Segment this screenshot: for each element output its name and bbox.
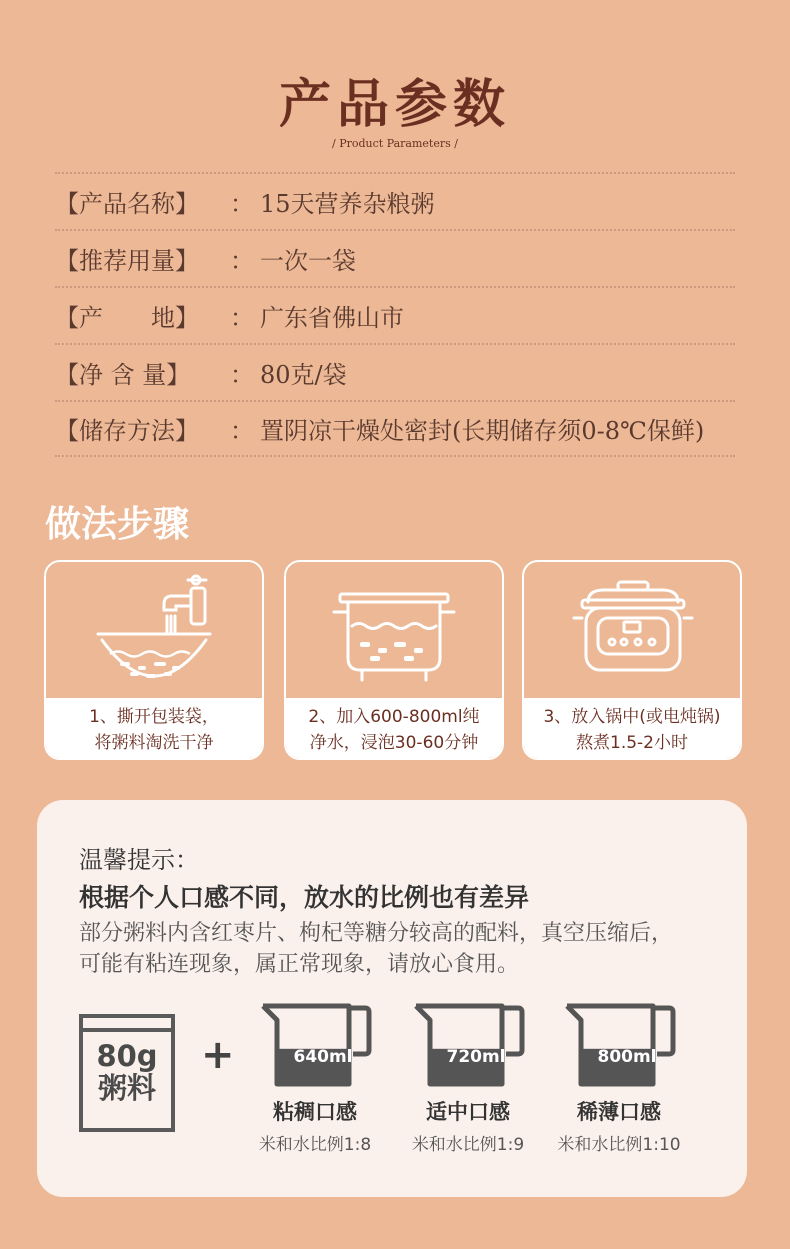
tip-card: [37, 800, 747, 1197]
param-value: 一次一袋: [260, 247, 356, 275]
param-label: 【储存方法】: [55, 417, 199, 445]
param-label: 【推荐用量】: [55, 247, 199, 275]
param-value: 15天营养杂粮粥: [260, 190, 435, 218]
tip-heading: 温馨提示：: [79, 846, 199, 874]
step-card-2: [284, 560, 504, 760]
param-colon: ：: [230, 417, 254, 445]
param-row-name: [55, 172, 735, 229]
param-row-net-weight: [55, 343, 735, 400]
step-line: 净水，浸泡30-60分钟: [309, 733, 479, 753]
param-colon: ：: [230, 361, 254, 389]
cup-texture: 稀薄口感: [577, 1100, 661, 1124]
step-card-1: [44, 560, 264, 760]
pack-seal: [83, 1018, 171, 1032]
cup-volume: 800ml: [597, 1047, 657, 1067]
cup-texture: 适中口感: [426, 1100, 510, 1124]
param-value: 80克/袋: [260, 361, 347, 389]
pot-icon: [286, 562, 502, 698]
param-label: 【净 含 量】: [55, 361, 191, 389]
cup-ratio: 米和水比例1:9: [411, 1135, 525, 1155]
step-text: [46, 698, 262, 760]
cup-texture: 粘稠口感: [273, 1100, 357, 1124]
page-subtitle: / Product Parameters /: [332, 137, 458, 150]
page-title: 产品参数: [278, 74, 511, 135]
param-row-dosage: [55, 229, 735, 286]
plus-icon: +: [201, 1032, 235, 1078]
param-value: 广东省佛山市: [260, 304, 404, 332]
param-colon: ：: [230, 304, 254, 332]
pack-label: [83, 1032, 171, 1104]
step-line: 3、放入锅中(或电炖锅): [543, 707, 721, 727]
pack-weight: 80g: [96, 1039, 158, 1073]
step-text: [524, 698, 740, 760]
step-line: 熬煮1.5-2小时: [576, 733, 688, 753]
step-line: 将粥料淘洗干净: [94, 733, 214, 753]
pack-content: 粥料: [97, 1071, 156, 1105]
measuring-cup-1: [257, 1002, 397, 1155]
porridge-pack-icon: [79, 1014, 175, 1132]
steps-heading: 做法步骤: [45, 504, 190, 545]
param-value: 置阴凉干燥处密封(长期储存须0-8℃保鲜): [260, 417, 705, 445]
param-colon: ：: [230, 247, 254, 275]
param-row-origin: [55, 286, 735, 343]
parameters-table: [55, 172, 735, 457]
tip-body-line: 可能有粘连现象，属正常现象，请放心食用。: [79, 952, 520, 977]
cup-volume: 720ml: [446, 1047, 506, 1067]
tip-body: [79, 918, 739, 980]
cup-ratio: 米和水比例1:8: [258, 1135, 372, 1155]
tip-body-line: 部分粥料内含红枣片、枸杞等糖分较高的配料，真空压缩后，: [79, 921, 674, 946]
cup-ratio: 米和水比例1:10: [557, 1135, 681, 1155]
step-text: [286, 698, 502, 760]
step-line: 2、加入600-800ml纯: [308, 707, 480, 727]
param-row-storage: [55, 400, 735, 457]
faucet-bowl-icon: [46, 562, 262, 698]
rice-cooker-icon: [524, 562, 740, 698]
cup-volume: 640ml: [293, 1047, 353, 1067]
param-colon: ：: [230, 190, 254, 218]
param-label: 【产 地】: [55, 304, 199, 332]
step-line: 1、撕开包装袋，: [89, 707, 219, 727]
measuring-cup-3: [557, 1002, 701, 1155]
measuring-cup-2: [410, 1002, 550, 1155]
step-card-3: [522, 560, 742, 760]
param-label: 【产品名称】: [55, 190, 199, 218]
tip-highlight: 根据个人口感不同，放水的比例也有差异: [79, 883, 530, 912]
